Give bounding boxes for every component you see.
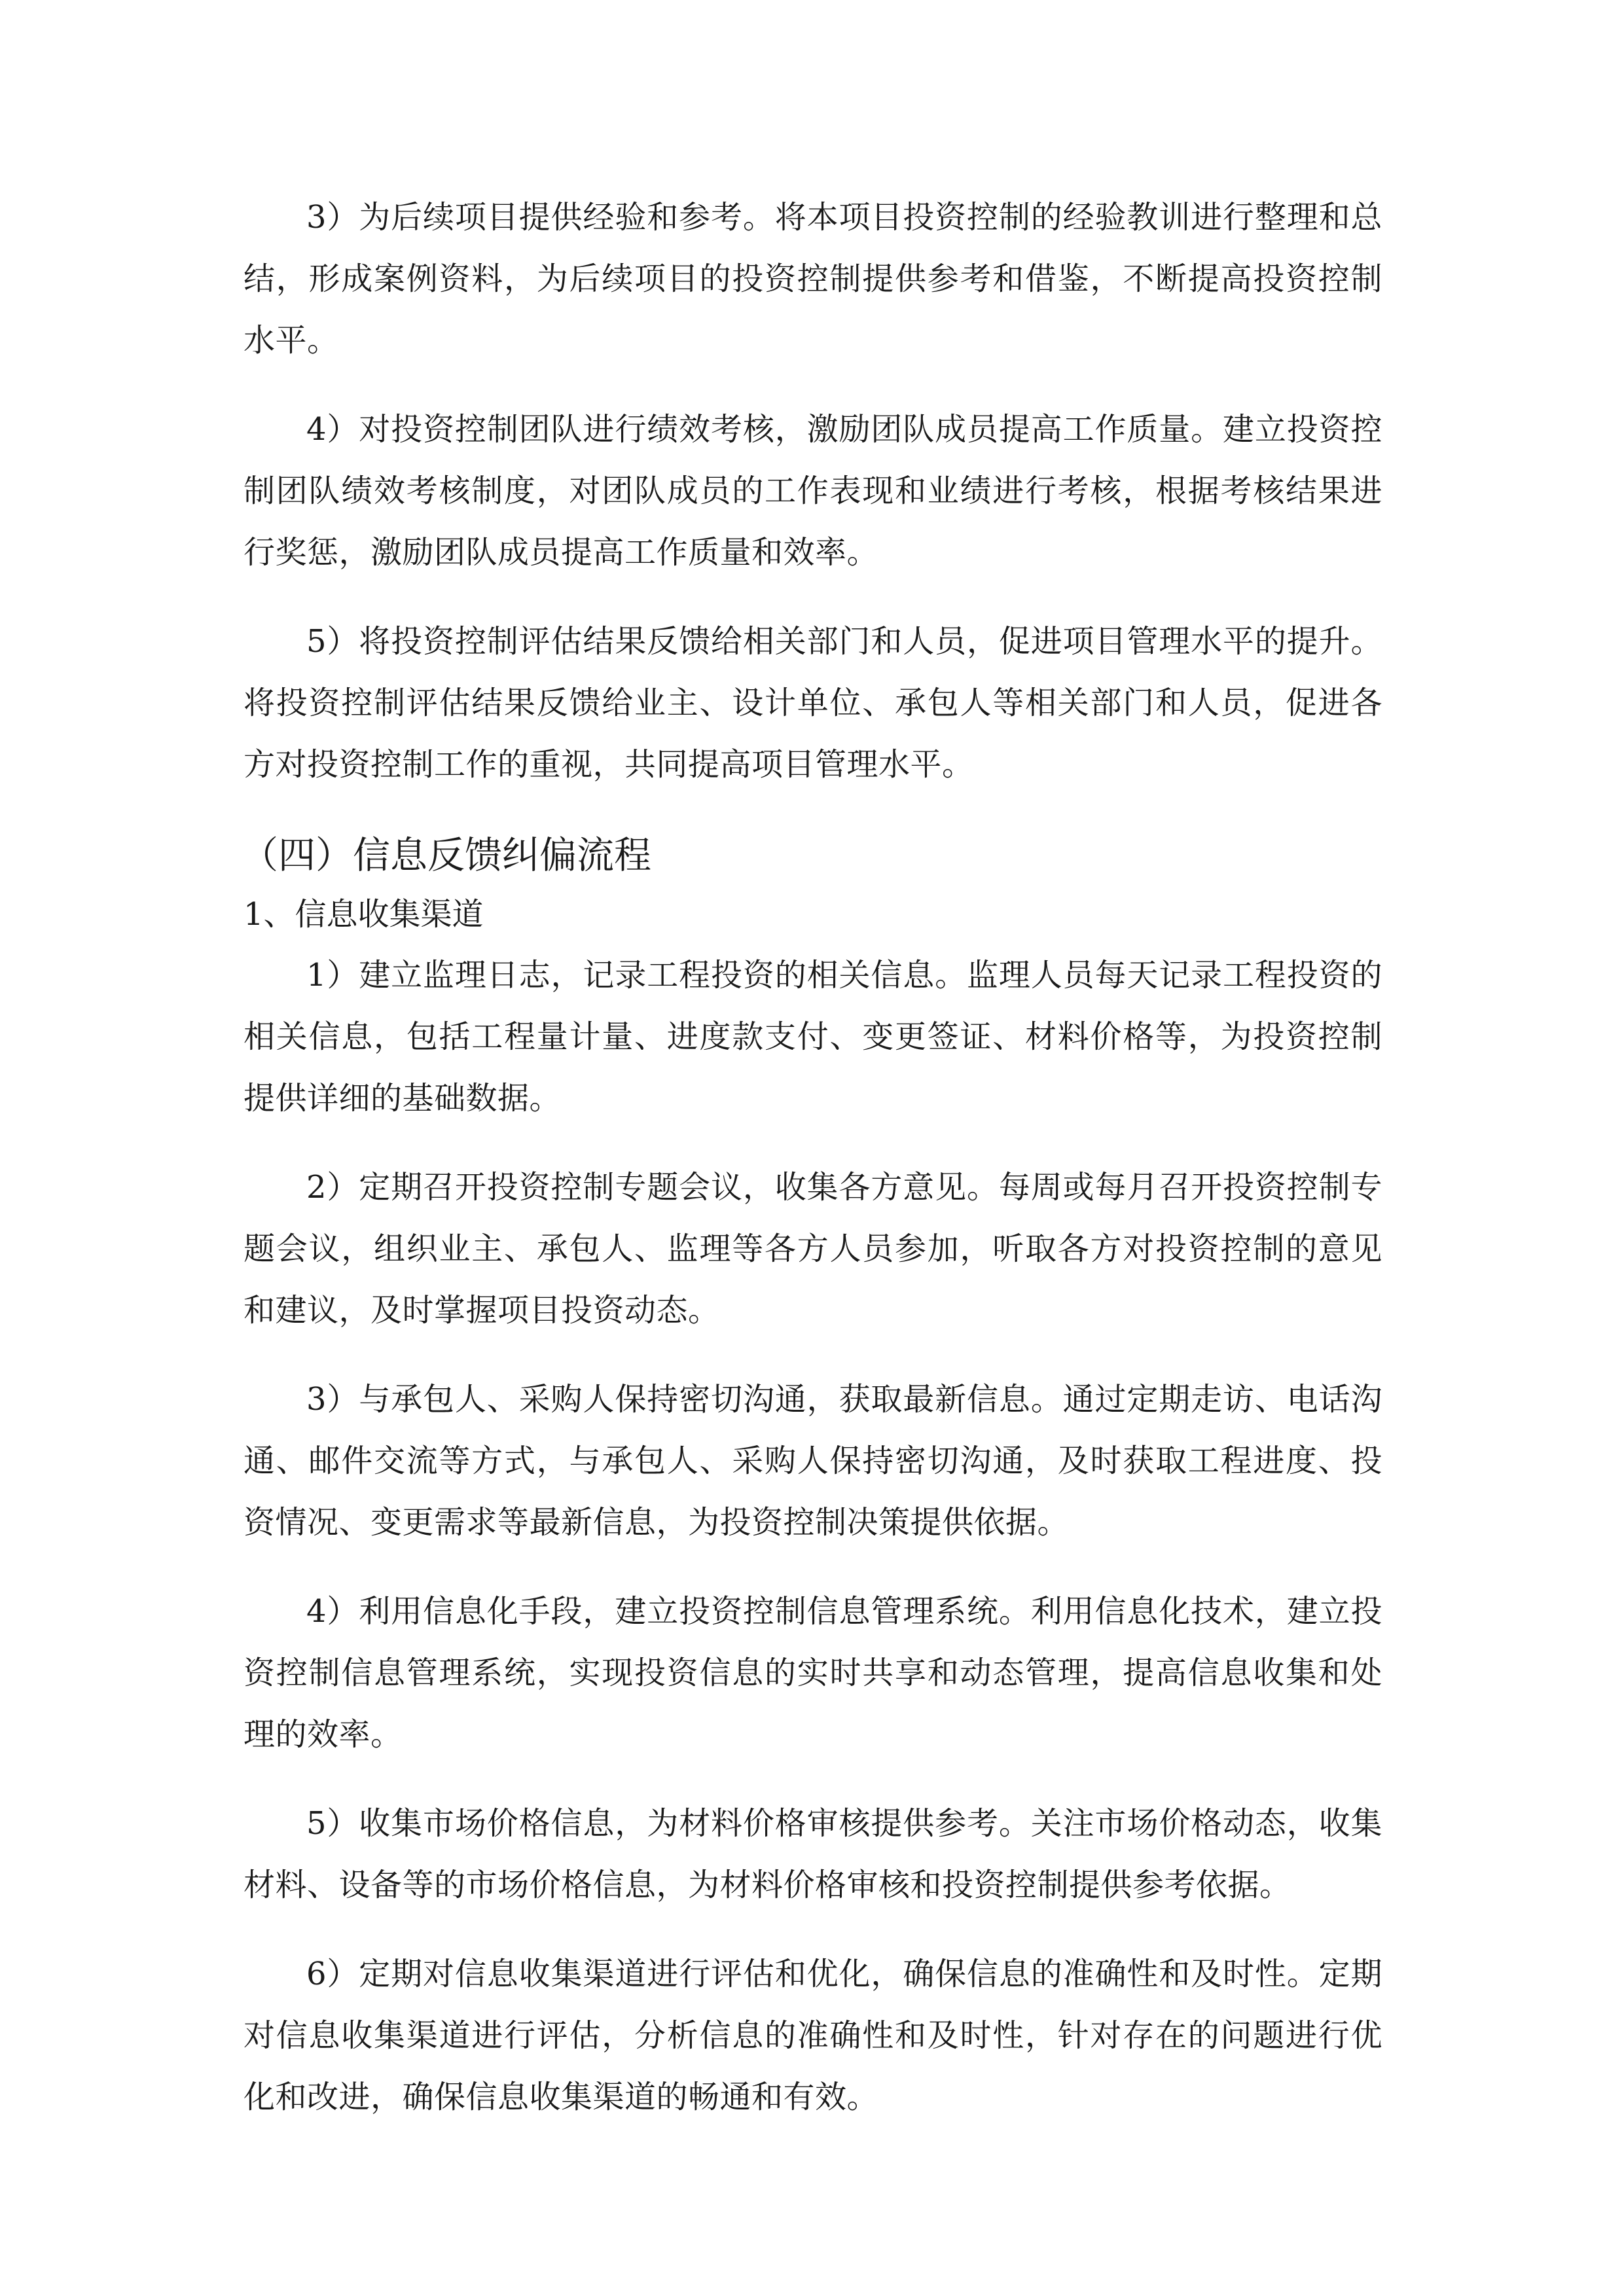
paragraph-4: 4）对投资控制团队进行绩效考核，激励团队成员提高工作质量。建立投资控制团队绩效考核制度，对团队成员的工作表现和业绩进行考核，根据考核结果进行奖惩，激励团队成员提高工作质量和效率。 (244, 411, 1382, 571)
info-channel-paragraph-5: 5）收集市场价格信息，为材料价格审核提供参考。关注市场价格动态，收集材料、设备等的市场价格信息，为材料价格审核和投资控制提供参考依据。 (244, 1805, 1382, 1903)
info-channel-paragraph-1: 1）建立监理日志，记录工程投资的相关信息。监理人员每天记录工程投资的相关信息，包括工程量计量、进度款支付、变更签证、材料价格等，为投资控制提供详细的基础数据。 (244, 957, 1382, 1117)
section-heading: （四）信息反馈纠偏流程 (241, 834, 651, 877)
info-channel-paragraph-2: 2）定期召开投资控制专题会议，收集各方意见。每周或每月召开投资控制专题会议，组织业主、承包人、监理等各方人员参加，听取各方对投资控制的意见和建议，及时掌握项目投资动态。 (244, 1169, 1382, 1329)
info-channel-paragraph-3: 3）与承包人、采购人保持密切沟通，获取最新信息。通过定期走访、电话沟通、邮件交流等方式，与承包人、采购人保持密切沟通，及时获取工程进度、投资情况、变更需求等最新信息，为投资控制决策提供依据。 (244, 1381, 1382, 1541)
paragraph-5: 5）将投资控制评估结果反馈给相关部门和人员，促进项目管理水平的提升。将投资控制评估结果反馈给业主、设计单位、承包人等相关部门和人员，促进各方对投资控制工作的重视，共同提高项目管理水平。 (244, 623, 1382, 783)
info-channel-paragraph-6: 6）定期对信息收集渠道进行评估和优化，确保信息的准确性和及时性。定期对信息收集渠道进行评估，分析信息的准确性和及时性，针对存在的问题进行优化和改进，确保信息收集渠道的畅通和有效。 (244, 1956, 1382, 2115)
info-channel-paragraph-4: 4）利用信息化手段，建立投资控制信息管理系统。利用信息化技术，建立投资控制信息管理系统，实现投资信息的实时共享和动态管理，提高信息收集和处理的效率。 (244, 1593, 1382, 1753)
document-body (241, 187, 1382, 2155)
subsection-heading: 1、信息收集渠道 (244, 896, 484, 933)
paragraph-3: 3）为后续项目提供经验和参考。将本项目投资控制的经验教训进行整理和总结，形成案例资料，为后续项目的投资控制提供参考和借鉴，不断提高投资控制水平。 (244, 199, 1382, 359)
